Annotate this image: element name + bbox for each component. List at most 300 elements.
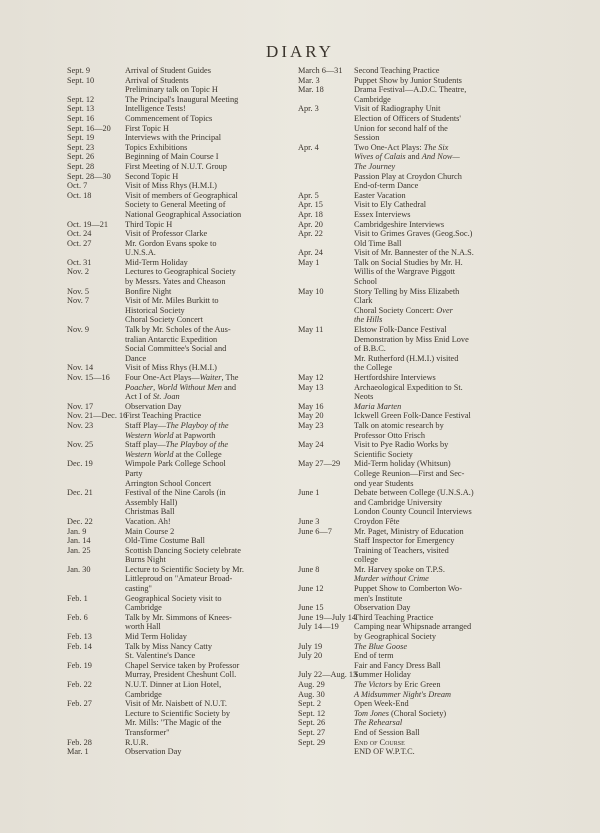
- entry-line: Mid-Term holiday (Whitsun): [354, 459, 451, 469]
- entry-line: Story Telling by Miss Elizabeth: [354, 286, 460, 296]
- entry-line: Main Course 2: [125, 526, 175, 536]
- diary-entry: [298, 613, 536, 623]
- entry-date: Nov. 23: [67, 420, 94, 430]
- entry-description: [125, 95, 290, 105]
- entry-line: St. Valentine's Dance: [125, 651, 196, 661]
- diary-entry: [298, 191, 536, 201]
- entry-line: Act I of St. Joan: [125, 392, 180, 402]
- entry-line: Christmas Ball: [125, 507, 175, 517]
- entry-line: Party: [125, 468, 143, 478]
- entry-date: May 24: [298, 440, 324, 450]
- entry-description: [125, 594, 290, 613]
- entry-date: Feb. 22: [67, 680, 92, 689]
- entry-description: [354, 66, 536, 76]
- diary-entry: [67, 258, 290, 268]
- entry-line: First Teaching Practice: [125, 411, 202, 421]
- entry-line: Fair and Fancy Dress Ball: [354, 660, 441, 670]
- entry-line: First Topic H: [125, 123, 169, 133]
- diary-entry: [67, 267, 290, 286]
- entry-description: [125, 565, 290, 594]
- entry-date: Sept. 29: [298, 737, 326, 747]
- entry-description: [354, 709, 536, 719]
- diary-entry: [67, 172, 290, 182]
- entry-line: college: [354, 555, 378, 565]
- entry-line: Two One-Act Plays: The Six: [354, 142, 449, 152]
- diary-entry: [67, 162, 290, 172]
- diary-entry: [298, 411, 536, 421]
- entry-line: Third Teaching Practice: [354, 612, 434, 622]
- entry-description: [125, 143, 290, 153]
- entry-line: ond year Students: [354, 478, 414, 488]
- entry-date: Sept. 26: [67, 152, 95, 162]
- entry-description: [125, 133, 290, 143]
- diary-entry: [298, 85, 536, 104]
- entry-line: Talk on atomic research by: [354, 420, 444, 430]
- diary-entry: [298, 690, 536, 700]
- entry-description: [354, 373, 536, 383]
- entry-line: Observation Day: [354, 603, 411, 613]
- entry-line: Mid Term Holiday: [125, 632, 187, 642]
- entry-line: R.U.R.: [125, 737, 149, 747]
- entry-line: The Principal's Inaugural Meeting: [125, 94, 239, 104]
- entry-line: College Reunion—First and Sec-: [354, 468, 465, 478]
- entry-date: Feb. 19: [67, 660, 92, 670]
- entry-line: Burns Night: [125, 555, 166, 565]
- entry-description: [125, 459, 290, 488]
- entry-line: Bonfire Night: [125, 286, 172, 296]
- diary-entry: [298, 66, 536, 76]
- entry-date: Sept. 12: [298, 708, 326, 718]
- entry-description: [125, 642, 290, 661]
- entry-description: [354, 603, 536, 613]
- diary-entry: [298, 421, 536, 440]
- entry-line: U.N.S.A.: [125, 248, 156, 258]
- entry-date: Nov. 9: [67, 325, 90, 335]
- entry-line: END OF W.P.T.C.: [354, 747, 415, 757]
- entry-line: Talk by Miss Nancy Catty: [125, 641, 212, 651]
- diary-entry: [67, 747, 290, 757]
- entry-line: Lectures to Geographical Society: [125, 267, 236, 277]
- diary-entry: [298, 527, 536, 565]
- entry-description: [354, 699, 536, 709]
- diary-entry: [298, 670, 536, 680]
- entry-line: Puppet Show to Comberton Wo-: [354, 584, 462, 594]
- entry-date: Nov. 7: [67, 296, 90, 306]
- entry-line: Transformer": [125, 727, 170, 737]
- entry-line: by Geographical Society: [354, 632, 437, 642]
- entry-date: Jan. 30: [67, 564, 91, 574]
- diary-entry: [298, 248, 536, 258]
- entry-description: [354, 411, 536, 421]
- diary-entry: [298, 651, 536, 670]
- entry-line: Interviews with the Principal: [125, 133, 222, 143]
- entry-date: Mar. 3: [298, 75, 320, 85]
- entry-line: Scientific Society: [354, 449, 413, 459]
- entry-description: [125, 536, 290, 546]
- entry-date: Oct. 19—21: [67, 219, 109, 229]
- entry-line: Visit of Mr. Naisbett of N.U.T.: [125, 699, 227, 709]
- diary-entry: [298, 402, 536, 412]
- entry-line: Cambridge: [125, 689, 162, 699]
- entry-line: Passion Play at Croydon Church: [354, 171, 462, 181]
- entry-date: July 19: [298, 641, 323, 651]
- entry-line: Visit of Miss Rhys (H.M.I.): [125, 363, 217, 373]
- entry-date: Sept. 23: [67, 142, 95, 152]
- entry-line: Old Time Ball: [354, 238, 402, 248]
- entry-date: Feb. 28: [67, 737, 92, 747]
- diary-entry: [298, 258, 536, 287]
- entry-line: Old-Time Costume Ball: [125, 536, 205, 546]
- entry-description: [125, 546, 290, 565]
- entry-date: Jan. 25: [67, 545, 91, 555]
- diary-entry: [67, 411, 290, 421]
- entry-line: Geographical Society visit to: [125, 593, 222, 603]
- diary-entry: [67, 459, 290, 488]
- entry-date: Sept. 9: [67, 66, 91, 75]
- entry-date: Nov. 15—16: [67, 373, 110, 382]
- entry-line: End of Course: [354, 737, 405, 747]
- entry-line: Murray, President Cheshunt Coll.: [125, 670, 237, 680]
- diary-entry: [298, 383, 536, 402]
- entry-line: Drama Festival—A.D.C. Theatre,: [354, 85, 467, 95]
- entry-line: the College: [354, 363, 393, 373]
- entry-line: Visit of Mr. Miles Burkitt to: [125, 296, 219, 306]
- diary-entry: [67, 680, 290, 699]
- entry-line: The Journey: [354, 161, 396, 171]
- entry-date: Sept. 26: [298, 718, 326, 728]
- entry-date: Oct. 7: [67, 181, 88, 191]
- entry-description: [354, 383, 536, 402]
- diary-entry: [298, 728, 536, 738]
- entry-date: Oct. 24: [67, 229, 92, 239]
- entry-line: Visit of Miss Rhys (H.M.I.): [125, 181, 217, 191]
- entry-line: National Geographical Association: [125, 209, 242, 219]
- diary-entry: [67, 76, 290, 95]
- entry-date: May 20: [298, 411, 324, 421]
- entry-line: A Midsummer Night's Dream: [354, 689, 451, 699]
- entry-description: [354, 143, 536, 191]
- diary-entry: [67, 613, 290, 632]
- left-column: [67, 66, 290, 757]
- diary-entry: [67, 143, 290, 153]
- entry-description: [354, 287, 536, 325]
- diary-entry: [67, 738, 290, 748]
- entry-line: Neots: [354, 392, 374, 402]
- entry-description: [125, 363, 290, 373]
- entry-date: March 6—31: [298, 66, 343, 75]
- entry-line: Assembly Hall): [125, 497, 178, 507]
- entry-line: the Hills: [354, 315, 383, 325]
- entry-date: Feb. 6: [67, 612, 88, 622]
- diary-entry: [298, 220, 536, 230]
- diary-entry: [67, 287, 290, 297]
- entry-description: [125, 191, 290, 220]
- entry-line: School: [354, 277, 378, 287]
- entry-line: Debate between College (U.N.S.A.): [354, 488, 474, 498]
- entry-line: Littleproud on "Amateur Broad-: [125, 574, 233, 584]
- entry-line: N.U.T. Dinner at Lion Hotel,: [125, 680, 222, 689]
- diary-entry: [298, 373, 536, 383]
- diary-entry: [298, 517, 536, 527]
- entry-date: Apr. 18: [298, 209, 323, 219]
- entry-line: Session: [354, 133, 380, 143]
- entry-date: Sept. 28—30: [67, 171, 111, 181]
- entry-date: Oct. 27: [67, 238, 92, 248]
- entry-description: [354, 210, 536, 220]
- entry-description: [354, 85, 536, 104]
- entry-description: [125, 239, 290, 258]
- entry-line: Mr. Gordon Evans spoke to: [125, 238, 217, 248]
- diary-entry: [67, 296, 290, 325]
- entry-line: Camping near Whipsnade arranged: [354, 622, 472, 632]
- entry-date: Nov. 21—Dec. 16: [67, 411, 128, 421]
- entry-date: Sept. 16: [67, 113, 95, 123]
- entry-description: [354, 325, 536, 373]
- entry-line: Professor Otto Frisch: [354, 430, 425, 440]
- entry-line: Arrington School Concert: [125, 478, 212, 488]
- entry-line: The Blue Goose: [354, 641, 407, 651]
- entry-description: [354, 517, 536, 527]
- entry-description: [125, 680, 290, 699]
- entry-line: Visit of members of Geographical: [125, 190, 238, 200]
- entry-description: [125, 124, 290, 134]
- entry-line: Visit to Grimes Graves (Geog.Soc.): [354, 229, 473, 239]
- diary-entry: [298, 229, 536, 248]
- entry-date: June 8: [298, 564, 320, 574]
- entry-line: Essex Interviews: [354, 209, 411, 219]
- diary-entry: [298, 699, 536, 709]
- entry-line: Mr. Harvey spoke on T.P.S.: [354, 564, 445, 574]
- entry-description: [125, 220, 290, 230]
- entry-date: Jan. 9: [67, 526, 87, 536]
- entry-description: [354, 728, 536, 738]
- entry-description: [354, 690, 536, 700]
- entry-date: July 14—19: [298, 622, 339, 632]
- entry-line: Talk on Social Studies by Mr. H.: [354, 257, 463, 267]
- diary-entry: [298, 738, 536, 757]
- entry-description: [354, 680, 536, 690]
- diary-entry: [67, 421, 290, 440]
- entry-description: [125, 488, 290, 517]
- entry-date: Apr. 4: [298, 142, 319, 152]
- entry-line: Commencement of Topics: [125, 113, 213, 123]
- entry-line: Vacation. Ah!: [125, 516, 171, 526]
- entry-line: Arrival of Student Guides: [125, 66, 211, 75]
- entry-description: [354, 258, 536, 287]
- diary-entry: [67, 594, 290, 613]
- diary-entry: [67, 440, 290, 459]
- diary-entry: [298, 325, 536, 373]
- diary-entry: [67, 517, 290, 527]
- diary-entry: [67, 229, 290, 239]
- entry-line: Poacher, World Without Men and: [125, 382, 237, 392]
- entry-line: Maria Marten: [354, 401, 402, 411]
- entry-line: by Messrs. Yates and Cheason: [125, 277, 226, 287]
- entry-line: Staff Inspector for Emergency: [354, 536, 455, 546]
- entry-date: Oct. 18: [67, 190, 92, 200]
- entry-description: [354, 402, 536, 412]
- entry-line: Preliminary talk on Topic H: [125, 85, 218, 95]
- entry-description: [354, 527, 536, 565]
- entry-line: men's Institute: [354, 593, 403, 603]
- entry-line: Training of Teachers, visited: [354, 545, 449, 555]
- entry-line: of B.B.C.: [354, 344, 386, 354]
- entry-date: Apr. 20: [298, 219, 323, 229]
- entry-description: [125, 229, 290, 239]
- entry-line: Talk by Mr. Scholes of the Aus-: [125, 325, 231, 335]
- entry-line: Hertfordshire Interviews: [354, 373, 436, 382]
- entry-date: Mar. 18: [298, 85, 324, 95]
- entry-description: [125, 296, 290, 325]
- entry-description: [354, 488, 536, 517]
- entry-description: [354, 642, 536, 652]
- entry-description: [354, 200, 536, 210]
- entry-line: Festival of the Nine Carols (in: [125, 488, 226, 498]
- entry-line: Union for second half of the: [354, 123, 448, 133]
- entry-line: Lecture to Scientific Society by: [125, 708, 231, 718]
- entry-line: Murder without Crime: [354, 574, 429, 584]
- entry-date: Dec. 21: [67, 488, 93, 498]
- diary-entry: [67, 152, 290, 162]
- diary-entry: [67, 239, 290, 258]
- entry-description: [125, 104, 290, 114]
- entry-line: tralian Antarctic Expedition: [125, 334, 218, 344]
- entry-date: Aug. 30: [298, 689, 325, 699]
- entry-description: [354, 459, 536, 488]
- entry-line: Open Week-End: [354, 699, 409, 709]
- entry-date: Feb. 1: [67, 593, 88, 603]
- entry-line: Visit to Ely Cathedral: [354, 200, 427, 210]
- diary-entry: [67, 536, 290, 546]
- entry-line: Visit of Radiography Unit: [354, 104, 441, 114]
- entry-description: [125, 76, 290, 95]
- diary-entry: [67, 104, 290, 114]
- entry-description: [354, 651, 536, 670]
- entry-date: Nov. 5: [67, 286, 90, 296]
- diary-entry: [298, 459, 536, 488]
- right-column: [298, 66, 536, 757]
- entry-description: [125, 421, 290, 440]
- entry-description: [125, 181, 290, 191]
- diary-entry: [67, 699, 290, 737]
- entry-date: Sept. 19: [67, 133, 95, 143]
- diary-entry: [67, 363, 290, 373]
- entry-description: [125, 66, 290, 76]
- page-title: DIARY: [266, 42, 334, 61]
- diary-entry: [67, 191, 290, 220]
- entry-date: May 27—29: [298, 459, 341, 469]
- entry-line: The Rehearsal: [354, 718, 403, 728]
- entry-line: End-of-term Dance: [354, 181, 419, 191]
- entry-line: Mr. Paget, Ministry of Education: [354, 526, 464, 536]
- diary-entry: [298, 440, 536, 459]
- entry-date: May 10: [298, 286, 324, 296]
- entry-line: Western World at Papworth: [125, 430, 216, 440]
- entry-line: Staff play—The Playboy of the: [125, 440, 229, 450]
- entry-description: [125, 162, 290, 172]
- entry-description: [125, 287, 290, 297]
- entry-line: Intelligence Tests!: [125, 104, 186, 114]
- entry-date: May 1: [298, 257, 320, 267]
- entry-date: Sept. 13: [67, 104, 95, 114]
- entry-line: Dance: [125, 353, 147, 363]
- entry-line: worth Hall: [125, 622, 161, 632]
- diary-entry: [67, 632, 290, 642]
- diary-entry: [298, 718, 536, 728]
- entry-line: London County Council Interviews: [354, 507, 472, 517]
- entry-line: The Victors by Eric Green: [354, 680, 441, 689]
- entry-line: Visit of Professor Clarke: [125, 229, 208, 239]
- entry-description: [354, 248, 536, 258]
- diary-entry: [298, 584, 536, 603]
- entry-line: First Meeting of N.U.T. Group: [125, 161, 227, 171]
- entry-description: [125, 267, 290, 286]
- entry-date: Feb. 14: [67, 641, 92, 651]
- entry-line: Social Committee's Social and: [125, 344, 227, 354]
- diary-entry: [67, 565, 290, 594]
- entry-description: [354, 229, 536, 248]
- entry-line: Arrival of Students: [125, 75, 189, 85]
- diary-entry: [67, 95, 290, 105]
- entry-date: May 12: [298, 373, 324, 382]
- entry-line: Visit to Pye Radio Works by: [354, 440, 449, 450]
- entry-line: Observation Day: [125, 747, 182, 757]
- entry-line: Chapel Service taken by Professor: [125, 660, 240, 670]
- entry-line: Lecture to Scientific Society by Mr.: [125, 564, 244, 574]
- entry-date: May 11: [298, 325, 324, 335]
- entry-date: Oct. 31: [67, 257, 92, 267]
- entry-line: Cambridge: [354, 94, 391, 104]
- entry-line: Elstow Folk-Dance Festival: [354, 325, 447, 335]
- entry-date: Dec. 19: [67, 459, 93, 469]
- entry-description: [125, 632, 290, 642]
- entry-date: Sept. 16—20: [67, 123, 111, 133]
- entry-line: Mr. Rutherford (H.M.I.) visited: [354, 353, 459, 363]
- entry-description: [354, 613, 536, 623]
- diary-entry: [298, 709, 536, 719]
- entry-line: Willis of the Wargrave Piggott: [354, 267, 456, 277]
- entry-line: Society to General Meeting of: [125, 200, 226, 210]
- entry-description: [125, 411, 290, 421]
- entry-description: [354, 670, 536, 680]
- diary-entry: [298, 143, 536, 191]
- entry-line: Croydon Fête: [354, 516, 400, 526]
- entry-line: Puppet Show by Junior Students: [354, 75, 462, 85]
- entry-description: [125, 152, 290, 162]
- diary-entry: [67, 325, 290, 363]
- entry-line: Mr. Mills: "The Magic of the: [125, 718, 222, 728]
- entry-line: Third Topic H: [125, 219, 173, 229]
- entry-date: Apr. 24: [298, 248, 323, 258]
- entry-line: casting": [125, 584, 152, 594]
- entry-description: [125, 325, 290, 363]
- entry-line: Wives of Calais and And Now—: [354, 152, 460, 162]
- entry-line: Four One-Act Plays—Waiter, The: [125, 373, 239, 382]
- entry-date: Nov. 17: [67, 401, 94, 411]
- entry-line: Mid-Term Holiday: [125, 257, 188, 267]
- entry-line: Tom Jones (Choral Society): [354, 708, 447, 718]
- entry-line: Demonstration by Miss Enid Love: [354, 334, 469, 344]
- entry-date: Apr. 5: [298, 190, 319, 200]
- entry-date: Sept. 2: [298, 699, 322, 709]
- entry-description: [354, 718, 536, 728]
- diary-entry: [67, 642, 290, 661]
- entry-line: Topics Exhibitions: [125, 142, 188, 152]
- entry-date: Feb. 27: [67, 699, 92, 709]
- diary-entry: [67, 661, 290, 680]
- entry-date: Nov. 25: [67, 440, 94, 450]
- entry-line: Cambridge: [125, 603, 162, 613]
